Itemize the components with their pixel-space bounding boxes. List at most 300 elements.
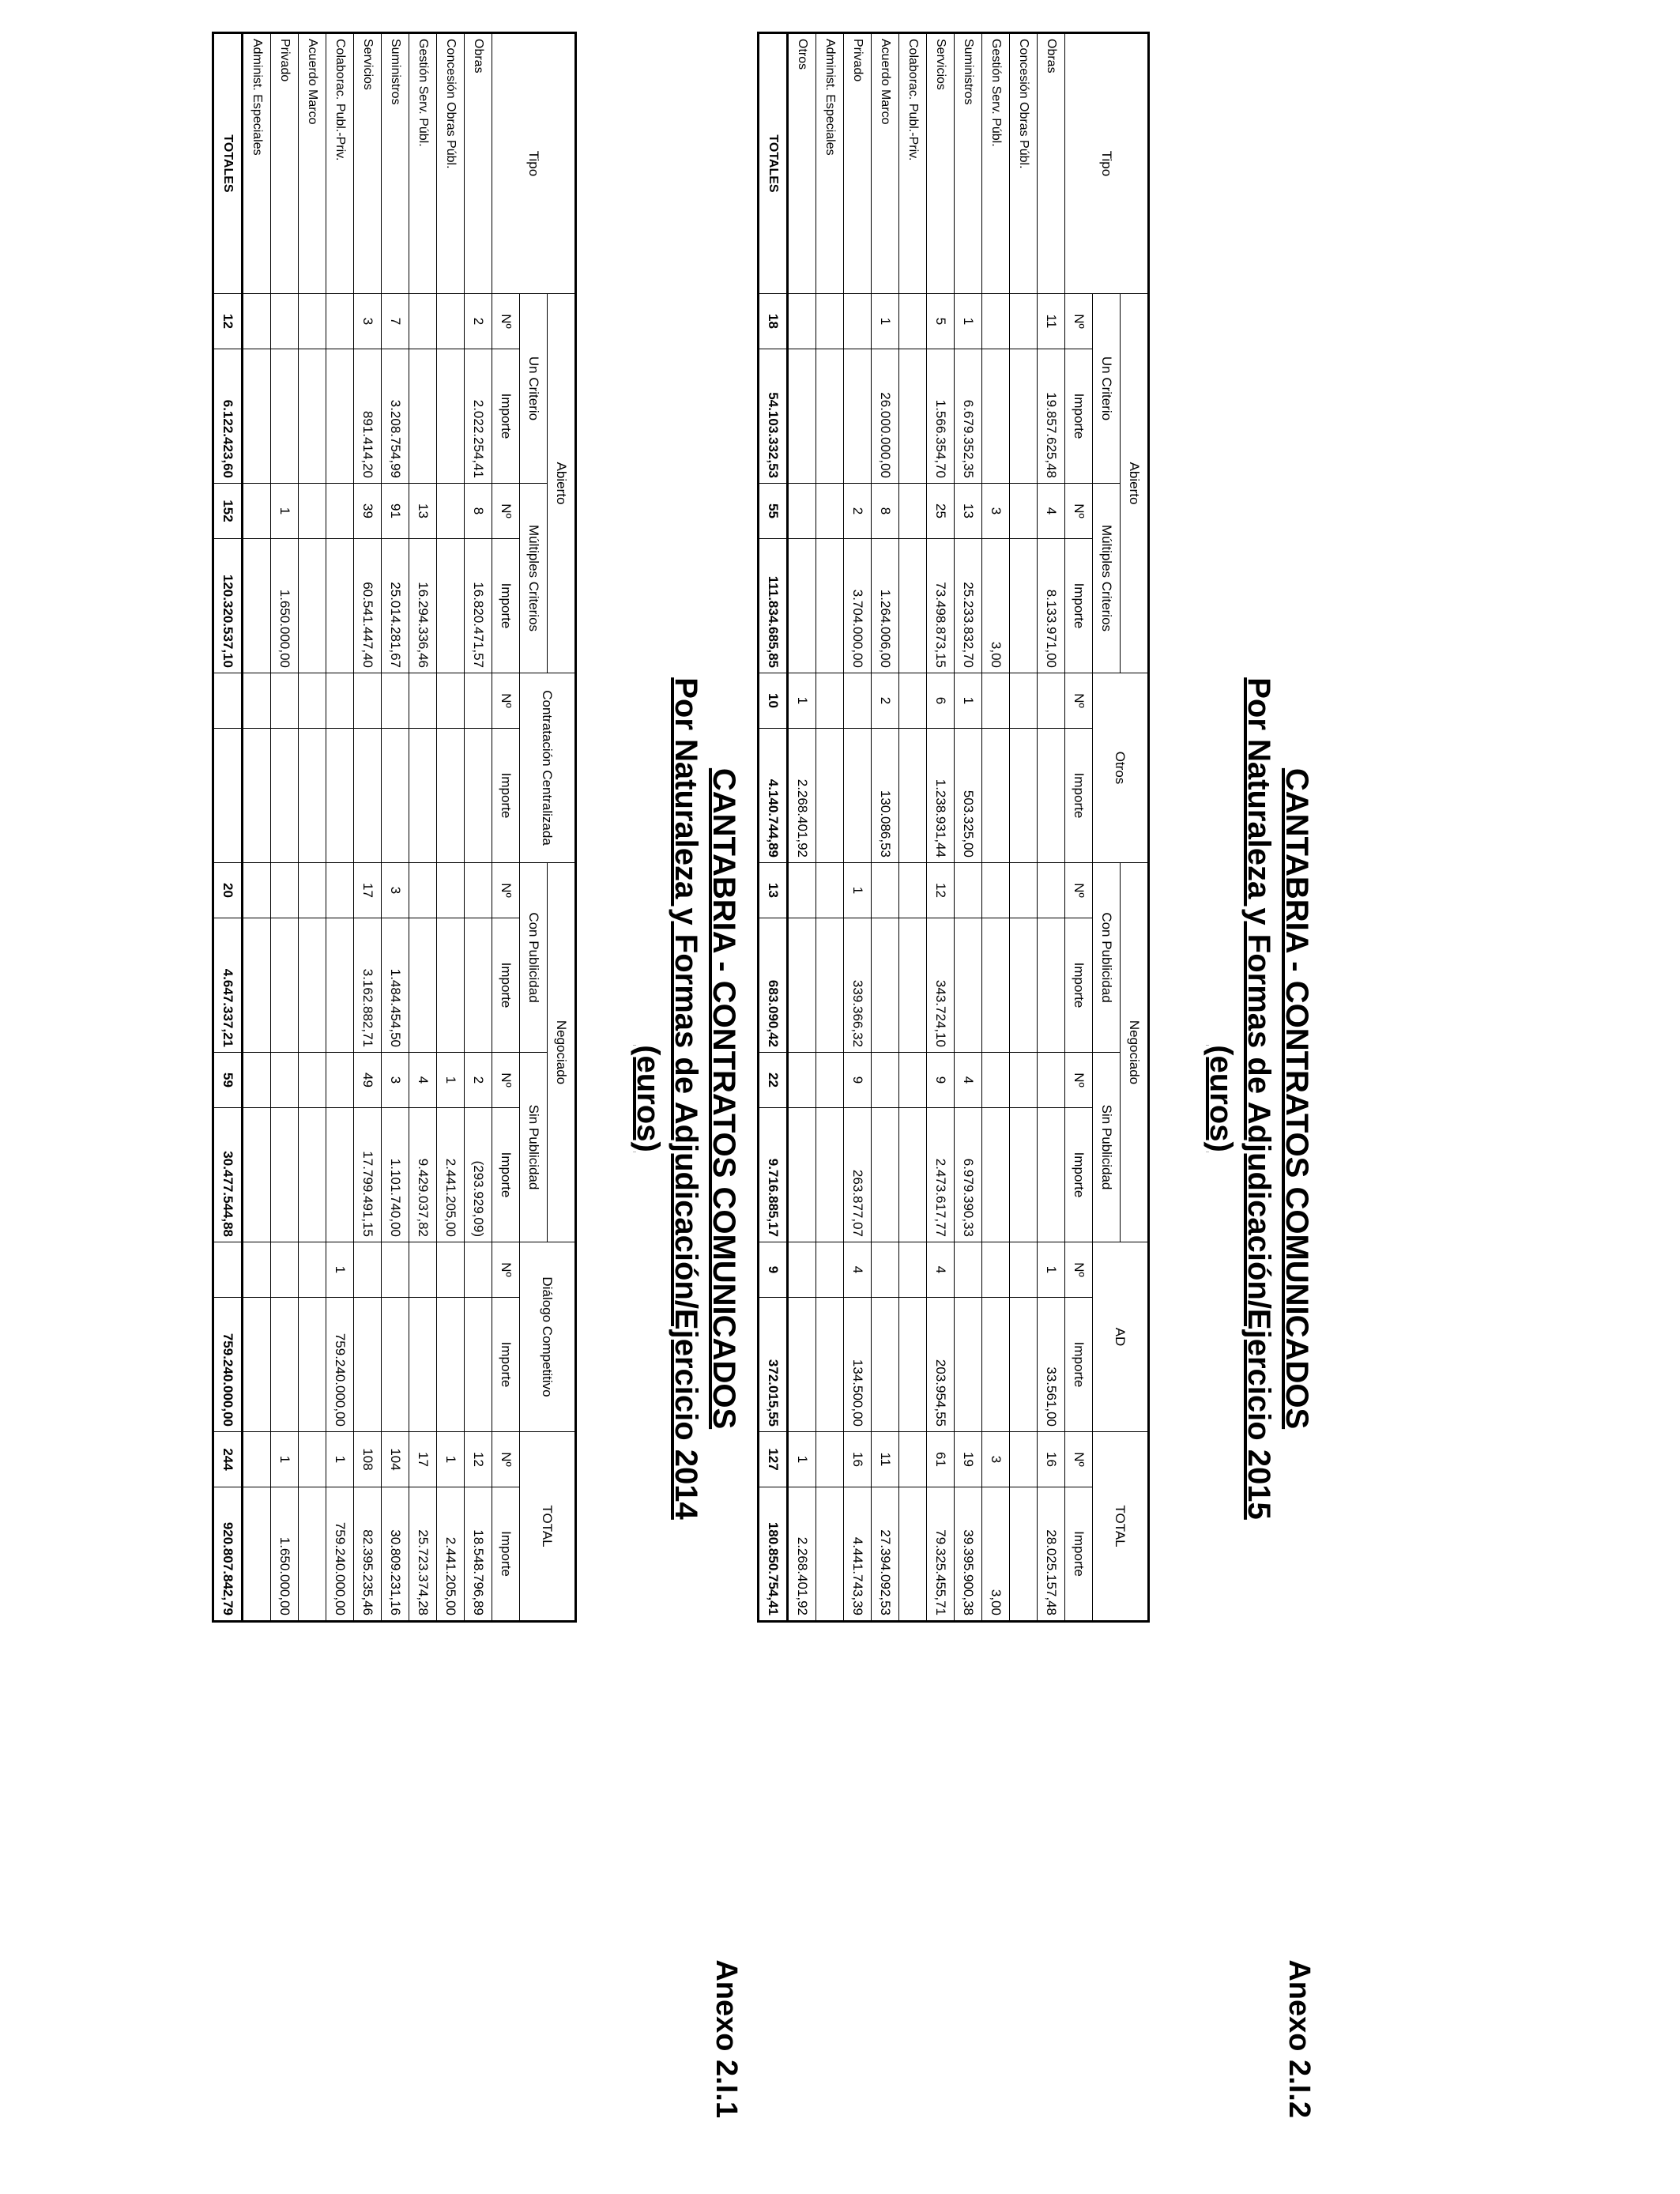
count-cell — [326, 294, 354, 349]
count-cell — [816, 1242, 844, 1298]
count-cell — [382, 673, 409, 729]
amount-cell — [326, 729, 354, 863]
row-label: Suministros — [382, 33, 409, 294]
count-cell — [899, 673, 927, 729]
row-label: Concesión Obras Públ. — [437, 33, 465, 294]
table-row — [409, 33, 437, 1622]
count-cell — [213, 1242, 243, 1298]
count-cell: 20 — [213, 863, 243, 918]
count-cell — [982, 1053, 1010, 1108]
count-cell — [409, 1242, 437, 1298]
amount-cell: 1.101.740,00 — [382, 1108, 409, 1242]
amount-cell: 4.441.743,39 — [844, 1487, 872, 1622]
count-cell — [1010, 1242, 1038, 1298]
row-label: Colaborac. Publ.-Priv. — [326, 33, 354, 294]
header-n: Nº — [1065, 294, 1093, 349]
amount-cell — [899, 1298, 927, 1432]
count-cell — [382, 1242, 409, 1298]
count-cell: 4 — [844, 1242, 872, 1298]
count-cell: 3 — [382, 863, 409, 918]
count-cell: 11 — [872, 1432, 899, 1487]
count-cell: 61 — [927, 1432, 955, 1487]
count-cell: 244 — [213, 1432, 243, 1487]
amount-cell — [1010, 1487, 1038, 1622]
amount-cell: 3,00 — [982, 539, 1010, 673]
amount-cell — [1038, 918, 1065, 1053]
amount-cell — [955, 918, 982, 1053]
amount-cell: 1.264.006,00 — [872, 539, 899, 673]
count-cell: 1 — [872, 294, 899, 349]
amount-cell: 2.441.205,00 — [437, 1108, 465, 1242]
col-sin-publicidad: Sin Publicidad — [520, 1053, 548, 1242]
amount-cell: 134.500,00 — [844, 1298, 872, 1432]
count-cell: 5 — [927, 294, 955, 349]
amount-cell — [271, 1298, 299, 1432]
amount-cell — [382, 1298, 409, 1432]
amount-cell — [1010, 1298, 1038, 1432]
count-cell — [213, 673, 243, 729]
header — [577, 32, 743, 2166]
table-body — [213, 33, 492, 1622]
header-n: Nº — [1065, 1432, 1093, 1487]
amount-cell — [243, 1487, 271, 1622]
count-cell: 4 — [955, 1053, 982, 1108]
table-row — [465, 33, 492, 1622]
amount-cell: 73.498.873,15 — [927, 539, 955, 673]
amount-cell: 263.877,07 — [844, 1108, 872, 1242]
count-cell — [243, 294, 271, 349]
amount-cell — [844, 349, 872, 484]
count-cell — [899, 294, 927, 349]
amount-cell: 9.716.885,17 — [759, 1108, 788, 1242]
amount-cell: 1.650.000,00 — [271, 1487, 299, 1622]
amount-cell: 8.133.971,00 — [1038, 539, 1065, 673]
header — [1150, 32, 1316, 2166]
amount-cell — [816, 539, 844, 673]
amount-cell: 27.394.092,53 — [872, 1487, 899, 1622]
count-cell — [299, 1242, 326, 1298]
amount-cell — [982, 918, 1010, 1053]
count-cell — [1038, 673, 1065, 729]
count-cell: 9 — [844, 1053, 872, 1108]
count-cell — [271, 1242, 299, 1298]
amount-cell: 111.834.685,85 — [759, 539, 788, 673]
amount-cell — [816, 1108, 844, 1242]
count-cell — [354, 673, 382, 729]
amount-cell — [243, 918, 271, 1053]
amount-cell — [872, 1108, 899, 1242]
count-cell — [326, 484, 354, 539]
count-cell: 8 — [465, 484, 492, 539]
count-cell: 25 — [927, 484, 955, 539]
amount-cell: 6.679.352,35 — [955, 349, 982, 484]
count-cell — [788, 1053, 816, 1108]
header-n: Nº — [492, 673, 520, 729]
title-group — [629, 32, 743, 2166]
table-row — [326, 33, 354, 1622]
table-row — [354, 33, 382, 1622]
amount-cell: 130.086,53 — [872, 729, 899, 863]
amount-cell — [354, 1298, 382, 1432]
header-importe: Importe — [492, 1487, 520, 1622]
count-cell — [299, 1432, 326, 1487]
count-cell — [982, 673, 1010, 729]
count-cell — [409, 673, 437, 729]
amount-cell — [271, 729, 299, 863]
amount-cell — [299, 349, 326, 484]
count-cell — [271, 294, 299, 349]
amount-cell: 9.429.037,82 — [409, 1108, 437, 1242]
amount-cell — [982, 1108, 1010, 1242]
amount-cell: 503.325,00 — [955, 729, 982, 863]
count-cell: 152 — [213, 484, 243, 539]
amount-cell: 6.122.423,60 — [213, 349, 243, 484]
header-n: Nº — [492, 1242, 520, 1298]
report-unit: (euros) — [631, 1045, 665, 1152]
amount-cell — [465, 1298, 492, 1432]
report-title: CANTABRIA - CONTRATOS COMUNICADOS — [706, 767, 741, 1430]
annex-label: Anexo 2.I.1 — [710, 1959, 743, 2118]
amount-cell — [816, 729, 844, 863]
amount-cell — [409, 729, 437, 863]
count-cell — [1038, 1053, 1065, 1108]
amount-cell — [326, 1108, 354, 1242]
row-label: Privado — [844, 33, 872, 294]
amount-cell — [816, 1298, 844, 1432]
amount-cell: 82.395.235,46 — [354, 1487, 382, 1622]
amount-cell — [899, 729, 927, 863]
col-otros: Otros — [1093, 673, 1149, 863]
col-sin-publicidad: Sin Publicidad — [1093, 1053, 1121, 1242]
count-cell — [243, 1242, 271, 1298]
amount-cell: 759.240.000,00 — [326, 1487, 354, 1622]
count-cell — [1010, 863, 1038, 918]
count-cell: 2 — [465, 1053, 492, 1108]
count-cell — [409, 863, 437, 918]
amount-cell — [326, 349, 354, 484]
col-total: TOTAL — [1093, 1432, 1149, 1622]
amount-cell: 3,00 — [982, 1487, 1010, 1622]
count-cell — [1010, 1432, 1038, 1487]
count-cell — [816, 484, 844, 539]
header-n: Nº — [1065, 673, 1093, 729]
count-cell — [982, 294, 1010, 349]
count-cell: 17 — [354, 863, 382, 918]
header-importe: Importe — [492, 1108, 520, 1242]
count-cell — [788, 1242, 816, 1298]
row-label: Gestión Serv. Públ. — [409, 33, 437, 294]
amount-cell: 26.000.000,00 — [872, 349, 899, 484]
count-cell — [299, 294, 326, 349]
count-cell: 127 — [759, 1432, 788, 1487]
count-cell: 49 — [354, 1053, 382, 1108]
amount-cell: 1.566.354,70 — [927, 349, 955, 484]
amount-cell — [213, 729, 243, 863]
count-cell: 2 — [872, 673, 899, 729]
row-label: Concesión Obras Públ. — [1010, 33, 1038, 294]
amount-cell: 372.015,55 — [759, 1298, 788, 1432]
amount-cell: 25.723.374,28 — [409, 1487, 437, 1622]
count-cell — [299, 673, 326, 729]
count-cell — [243, 863, 271, 918]
amount-cell — [899, 539, 927, 673]
amount-cell — [788, 539, 816, 673]
totals-row — [213, 33, 243, 1622]
amount-cell: 17.799.491,15 — [354, 1108, 382, 1242]
amount-cell: 1.650.000,00 — [271, 539, 299, 673]
amount-cell: 3.704.000,00 — [844, 539, 872, 673]
header-importe: Importe — [492, 1298, 520, 1432]
report-subtitle: Por Naturaleza y Formas de Adjudicación/Ejercicio 2014 — [669, 677, 703, 1520]
table-row — [1038, 33, 1065, 1622]
row-label: Otros — [788, 33, 816, 294]
count-cell: 9 — [927, 1053, 955, 1108]
col-un-criterio: Un Criterio — [520, 294, 548, 484]
count-cell — [465, 1242, 492, 1298]
report-subtitle: Por Naturaleza y Formas de Adjudicación/Ejercicio 2015 — [1241, 677, 1276, 1520]
amount-cell — [409, 918, 437, 1053]
amount-cell: 683.090,42 — [759, 918, 788, 1053]
amount-cell — [955, 1298, 982, 1432]
header-importe: Importe — [1065, 539, 1093, 673]
col-tipo: Tipo — [492, 33, 576, 294]
table-row — [844, 33, 872, 1622]
count-cell: 9 — [759, 1242, 788, 1298]
count-cell: 108 — [354, 1432, 382, 1487]
amount-cell — [243, 1298, 271, 1432]
contracts-table-2014 — [212, 32, 577, 1623]
count-cell — [816, 294, 844, 349]
count-cell — [326, 863, 354, 918]
row-label: TOTALES — [759, 33, 788, 294]
header-importe: Importe — [492, 729, 520, 863]
count-cell: 1 — [788, 1432, 816, 1487]
count-cell — [899, 1432, 927, 1487]
amount-cell — [816, 1487, 844, 1622]
count-cell: 2 — [465, 294, 492, 349]
row-label: Servicios — [354, 33, 382, 294]
amount-cell — [872, 1298, 899, 1432]
count-cell: 1 — [326, 1432, 354, 1487]
col-abierto: Abierto — [1121, 294, 1149, 673]
count-cell: 19 — [955, 1432, 982, 1487]
amount-cell — [437, 349, 465, 484]
count-cell — [299, 863, 326, 918]
count-cell: 16 — [844, 1432, 872, 1487]
count-cell: 3 — [382, 1053, 409, 1108]
count-cell — [243, 1432, 271, 1487]
count-cell — [1010, 294, 1038, 349]
count-cell — [409, 294, 437, 349]
amount-cell: 2.022.254,41 — [465, 349, 492, 484]
table-row — [982, 33, 1010, 1622]
row-label: Administ. Especiales — [243, 33, 271, 294]
table-row — [927, 33, 955, 1622]
count-cell: 1 — [271, 484, 299, 539]
table-body — [759, 33, 1065, 1622]
amount-cell — [1010, 1108, 1038, 1242]
row-label: Obras — [1038, 33, 1065, 294]
col-con-publicidad: Con Publicidad — [520, 863, 548, 1053]
count-cell: 4 — [1038, 484, 1065, 539]
amount-cell: 33.561,00 — [1038, 1298, 1065, 1432]
amount-cell — [382, 729, 409, 863]
row-label: Acuerdo Marco — [299, 33, 326, 294]
amount-cell — [437, 918, 465, 1053]
row-label: Administ. Especiales — [816, 33, 844, 294]
count-cell — [354, 1242, 382, 1298]
amount-cell: 4.140.744,89 — [759, 729, 788, 863]
amount-cell — [326, 918, 354, 1053]
amount-cell: 3.162.882,71 — [354, 918, 382, 1053]
count-cell — [271, 1053, 299, 1108]
amount-cell — [982, 729, 1010, 863]
count-cell — [955, 1242, 982, 1298]
annex-2-i-1-block — [212, 32, 743, 2166]
amount-cell — [899, 349, 927, 484]
count-cell — [816, 1053, 844, 1108]
amount-cell — [299, 729, 326, 863]
table-row — [899, 33, 927, 1622]
count-cell — [872, 1242, 899, 1298]
amount-cell — [437, 539, 465, 673]
amount-cell: 759.240.000,00 — [326, 1298, 354, 1432]
col-multiples: Múltiples Criterios — [520, 484, 548, 673]
amount-cell: 54.103.332,53 — [759, 349, 788, 484]
amount-cell: 2.473.617,77 — [927, 1108, 955, 1242]
amount-cell: 920.807.842,79 — [213, 1487, 243, 1622]
count-cell: 12 — [213, 294, 243, 349]
count-cell — [816, 673, 844, 729]
count-cell: 13 — [955, 484, 982, 539]
totals-row — [759, 33, 788, 1622]
amount-cell — [243, 349, 271, 484]
count-cell: 1 — [955, 673, 982, 729]
count-cell — [982, 1242, 1010, 1298]
count-cell — [788, 294, 816, 349]
count-cell — [872, 1053, 899, 1108]
table-row — [299, 33, 326, 1622]
count-cell: 12 — [465, 1432, 492, 1487]
count-cell — [243, 484, 271, 539]
amount-cell — [788, 1298, 816, 1432]
count-cell — [899, 1053, 927, 1108]
amount-cell — [982, 349, 1010, 484]
amount-cell: 1.238.931,44 — [927, 729, 955, 863]
amount-cell — [354, 729, 382, 863]
header-n: Nº — [492, 863, 520, 918]
amount-cell — [243, 1108, 271, 1242]
count-cell — [437, 1242, 465, 1298]
count-cell — [437, 484, 465, 539]
amount-cell — [816, 918, 844, 1053]
count-cell — [271, 673, 299, 729]
report-unit: (euros) — [1203, 1045, 1238, 1152]
count-cell: 8 — [872, 484, 899, 539]
amount-cell — [816, 349, 844, 484]
amount-cell: 180.850.754,41 — [759, 1487, 788, 1622]
row-label: Privado — [271, 33, 299, 294]
count-cell: 11 — [1038, 294, 1065, 349]
amount-cell — [872, 918, 899, 1053]
count-cell: 1 — [844, 863, 872, 918]
row-label: TOTALES — [213, 33, 243, 294]
annex-2-i-2-block — [757, 32, 1316, 2166]
count-cell — [872, 863, 899, 918]
header-importe: Importe — [1065, 1487, 1093, 1622]
table-row — [382, 33, 409, 1622]
count-cell: 1 — [1038, 1242, 1065, 1298]
amount-cell: 120.320.537,10 — [213, 539, 243, 673]
table-row — [1010, 33, 1038, 1622]
col-tipo: Tipo — [1065, 33, 1149, 294]
amount-cell: (293.929,09) — [465, 1108, 492, 1242]
amount-cell: 4.647.337,21 — [213, 918, 243, 1053]
row-label: Colaborac. Publ.-Priv. — [899, 33, 927, 294]
amount-cell: 2.441.205,00 — [437, 1487, 465, 1622]
amount-cell: 60.541.447,40 — [354, 539, 382, 673]
amount-cell: 28.025.157,48 — [1038, 1487, 1065, 1622]
header-importe: Importe — [1065, 1108, 1093, 1242]
amount-cell — [1010, 349, 1038, 484]
amount-cell — [788, 349, 816, 484]
count-cell: 13 — [759, 863, 788, 918]
count-cell: 3 — [354, 294, 382, 349]
count-cell — [1010, 673, 1038, 729]
amount-cell: 343.724,10 — [927, 918, 955, 1053]
table-row — [243, 33, 271, 1622]
count-cell: 55 — [759, 484, 788, 539]
amount-cell — [788, 918, 816, 1053]
amount-cell — [844, 729, 872, 863]
count-cell — [1010, 484, 1038, 539]
amount-cell — [465, 729, 492, 863]
count-cell: 1 — [437, 1053, 465, 1108]
amount-cell: 891.414,20 — [354, 349, 382, 484]
amount-cell: 19.857.625,48 — [1038, 349, 1065, 484]
table-row — [788, 33, 816, 1622]
amount-cell: 759.240.000,00 — [213, 1298, 243, 1432]
amount-cell — [1010, 539, 1038, 673]
col-un-criterio: Un Criterio — [1093, 294, 1121, 484]
count-cell — [899, 484, 927, 539]
count-cell: 4 — [927, 1242, 955, 1298]
col-abierto: Abierto — [548, 294, 576, 673]
amount-cell: 39.395.900,38 — [955, 1487, 982, 1622]
count-cell: 1 — [271, 1432, 299, 1487]
header-importe: Importe — [1065, 729, 1093, 863]
count-cell — [1038, 863, 1065, 918]
count-cell — [982, 863, 1010, 918]
amount-cell: 30.809.231,16 — [382, 1487, 409, 1622]
header-n: Nº — [1065, 484, 1093, 539]
count-cell: 6 — [927, 673, 955, 729]
amount-cell — [465, 918, 492, 1053]
col-con-publicidad: Con Publicidad — [1093, 863, 1121, 1053]
col-ad: AD — [1093, 1242, 1149, 1432]
count-cell: 1 — [326, 1242, 354, 1298]
table-row — [872, 33, 899, 1622]
amount-cell — [299, 1487, 326, 1622]
amount-cell: 6.979.390,33 — [955, 1108, 982, 1242]
amount-cell — [299, 539, 326, 673]
count-cell — [243, 1053, 271, 1108]
amount-cell — [1010, 729, 1038, 863]
header-importe: Importe — [492, 539, 520, 673]
header-n: Nº — [492, 484, 520, 539]
report-title: CANTABRIA - CONTRATOS COMUNICADOS — [1279, 767, 1314, 1430]
amount-cell — [299, 918, 326, 1053]
